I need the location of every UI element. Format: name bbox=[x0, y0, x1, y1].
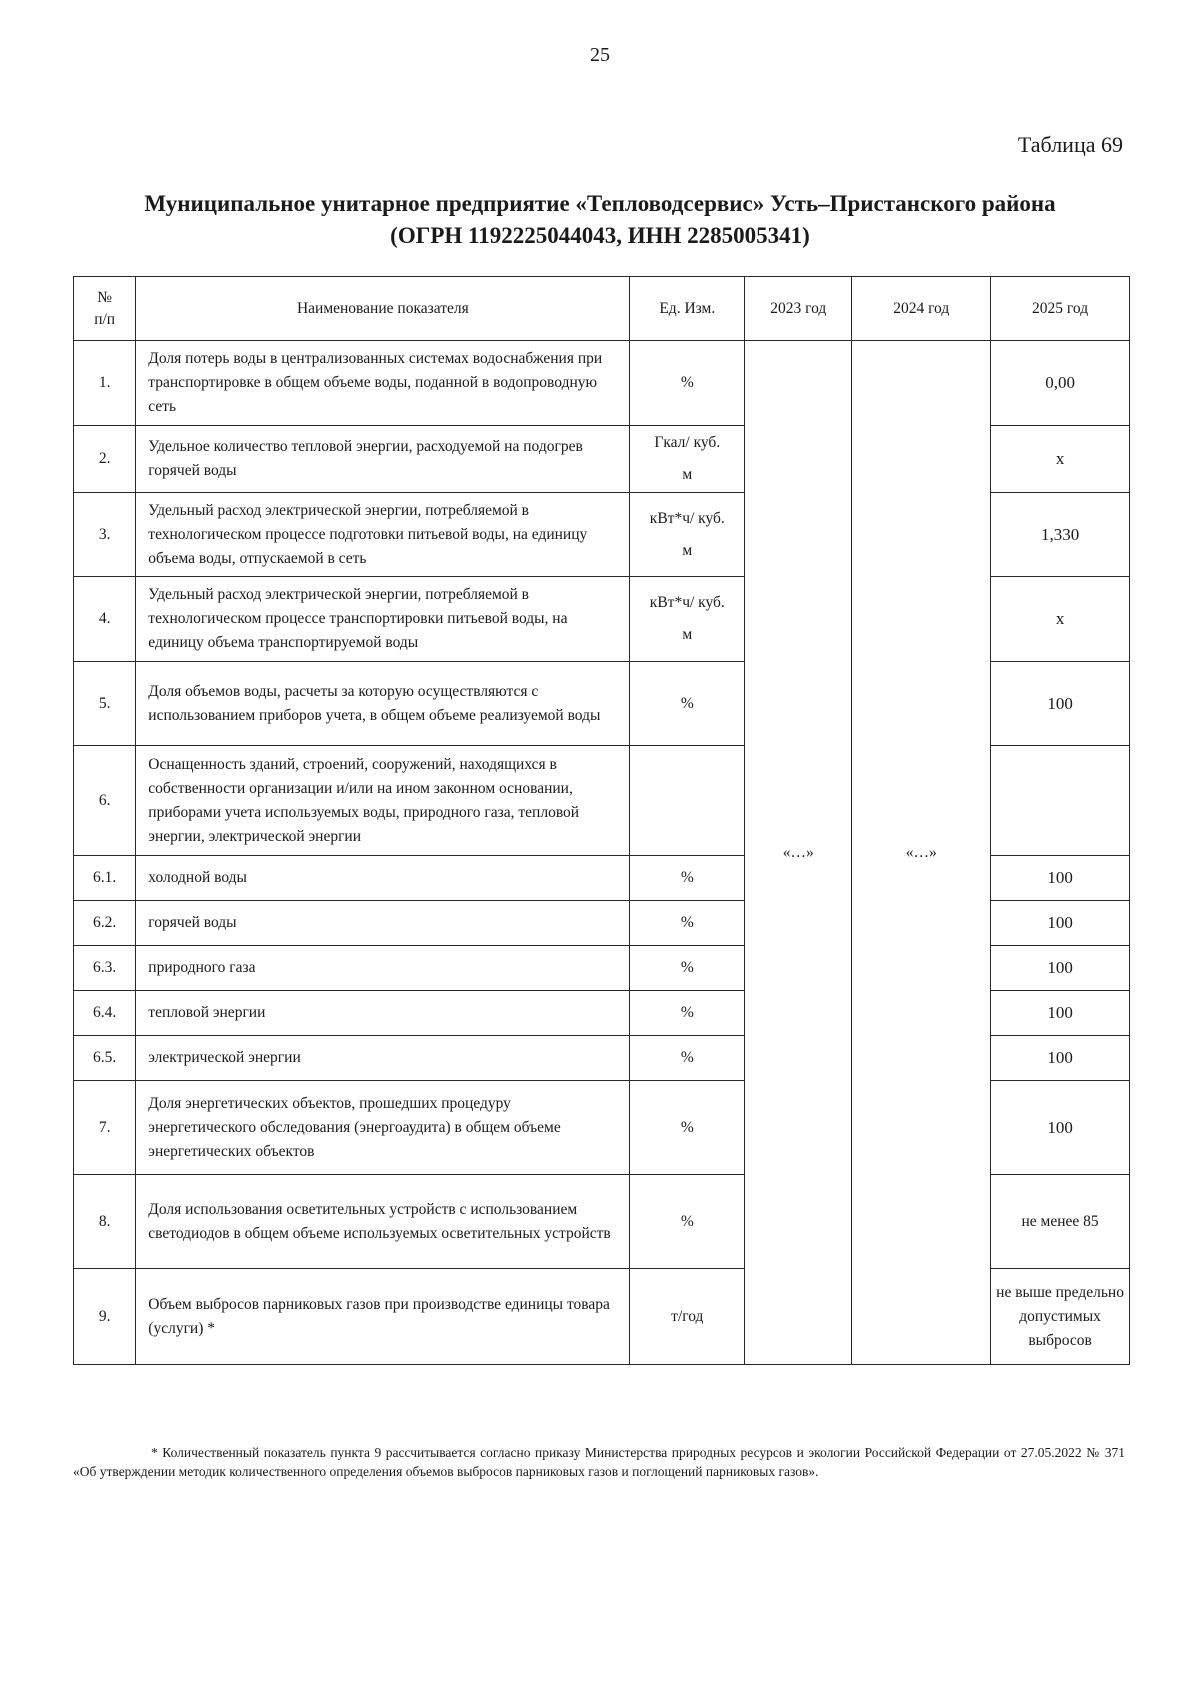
row-name: холодной воды bbox=[136, 856, 630, 901]
row-unit: % bbox=[630, 662, 745, 746]
header-num: № п/п bbox=[74, 277, 136, 341]
row-2025-value bbox=[991, 746, 1130, 856]
row-num: 6.5. bbox=[74, 1036, 136, 1081]
merged-2023-value: «…» bbox=[745, 341, 852, 1365]
row-name: Удельный расход электрической энергии, потребляемой в технологическом процессе подготовки питьевой воды, на единицу объема воды, отпускаемой в сеть bbox=[136, 493, 630, 577]
row-num: 4. bbox=[74, 577, 136, 662]
row-unit: т/год bbox=[630, 1269, 745, 1365]
row-unit: % bbox=[630, 856, 745, 901]
row-num: 9. bbox=[74, 1269, 136, 1365]
row-unit: % bbox=[630, 341, 745, 426]
row-unit: % bbox=[630, 946, 745, 991]
row-name: Удельное количество тепловой энергии, расходуемой на подогрев горячей воды bbox=[136, 426, 630, 493]
row-unit: % bbox=[630, 901, 745, 946]
row-2025-value: х bbox=[991, 577, 1130, 662]
row-2025-value: 100 bbox=[991, 991, 1130, 1036]
row-2025-value: 100 bbox=[991, 1036, 1130, 1081]
row-2025-value: х bbox=[991, 426, 1130, 493]
header-2024: 2024 год bbox=[852, 277, 991, 341]
row-name: Объем выбросов парниковых газов при производстве единицы товара (услуги) * bbox=[136, 1269, 630, 1365]
merged-2024-value: «…» bbox=[852, 341, 991, 1365]
row-2025-value: 100 bbox=[991, 1081, 1130, 1175]
row-2025-value: 100 bbox=[991, 946, 1130, 991]
row-unit: % bbox=[630, 1036, 745, 1081]
row-name: Доля объемов воды, расчеты за которую осуществляются с использованием приборов учета, в общем объеме реализуемой воды bbox=[136, 662, 630, 746]
row-num: 6.2. bbox=[74, 901, 136, 946]
header-row bbox=[74, 277, 1130, 341]
header-name: Наименование показателя bbox=[136, 277, 630, 341]
row-2025-value: 100 bbox=[991, 901, 1130, 946]
header-unit: Ед. Изм. bbox=[630, 277, 745, 341]
row-2025-value: 1,330 bbox=[991, 493, 1130, 577]
row-num: 5. bbox=[74, 662, 136, 746]
row-num: 6.1. bbox=[74, 856, 136, 901]
row-num: 7. bbox=[74, 1081, 136, 1175]
row-name: тепловой энергии bbox=[136, 991, 630, 1036]
document-title bbox=[60, 188, 1140, 252]
row-num: 1. bbox=[74, 341, 136, 426]
title-line-registration: (ОГРН 1192225044043, ИНН 2285005341) bbox=[390, 223, 810, 248]
row-2025-value: не выше предельно допустимых выбросов bbox=[991, 1269, 1130, 1365]
row-2025-value: не менее 85 bbox=[991, 1175, 1130, 1269]
row-2025-value: 100 bbox=[991, 856, 1130, 901]
page-number: 25 bbox=[590, 44, 610, 66]
row-num: 6.3. bbox=[74, 946, 136, 991]
row-name: Удельный расход электрической энергии, потребляемой в технологическом процессе транспортировки питьевой воды, на единицу объема транспортируемой воды bbox=[136, 577, 630, 662]
row-unit: кВт*ч/ куб. м bbox=[630, 577, 745, 662]
header-2023: 2023 год bbox=[745, 277, 852, 341]
row-name: Доля энергетических объектов, прошедших процедуру энергетического обследования (энергоаудита) в общем объеме энергетических объектов bbox=[136, 1081, 630, 1175]
row-unit: % bbox=[630, 991, 745, 1036]
row-unit: % bbox=[630, 1081, 745, 1175]
title-line-organization: Муниципальное унитарное предприятие «Тепловодсервис» Усть–Пристанского района bbox=[144, 191, 1056, 216]
row-unit bbox=[630, 746, 745, 856]
footnote: * Количественный показатель пункта 9 рассчитывается согласно приказу Министерства природных ресурсов и экологии Российской Федерации от 27.05.2022 № 371 «Об утверждении методик количественного определения объемов выбросов парниковых газов и поглощений парниковых газов». bbox=[73, 1445, 1125, 1479]
row-name: горячей воды bbox=[136, 901, 630, 946]
row-num: 6. bbox=[74, 746, 136, 856]
table-row bbox=[74, 341, 1130, 426]
row-num: 6.4. bbox=[74, 991, 136, 1036]
row-2025-value: 0,00 bbox=[991, 341, 1130, 426]
row-name: Оснащенность зданий, строений, сооружений, находящихся в собственности организации и/или на ином законном основании, приборами учета используемых воды, природного газа, тепловой энергии, электрической энергии bbox=[136, 746, 630, 856]
row-2025-value: 100 bbox=[991, 662, 1130, 746]
header-2025: 2025 год bbox=[991, 277, 1130, 341]
row-name: Доля потерь воды в централизованных системах водоснабжения при транспортировке в общем объеме воды, поданной в водопроводную сеть bbox=[136, 341, 630, 426]
row-name: Доля использования осветительных устройств с использованием светодиодов в общем объеме используемых осветительных устройств bbox=[136, 1175, 630, 1269]
row-unit: кВт*ч/ куб. м bbox=[630, 493, 745, 577]
row-num: 3. bbox=[74, 493, 136, 577]
table-caption: Таблица 69 bbox=[1017, 132, 1123, 157]
row-unit: % bbox=[630, 1175, 745, 1269]
indicators-table bbox=[73, 276, 1130, 1365]
row-num: 8. bbox=[74, 1175, 136, 1269]
row-unit: Гкал/ куб. м bbox=[630, 426, 745, 493]
row-name: природного газа bbox=[136, 946, 630, 991]
row-num: 2. bbox=[74, 426, 136, 493]
row-name: электрической энергии bbox=[136, 1036, 630, 1081]
